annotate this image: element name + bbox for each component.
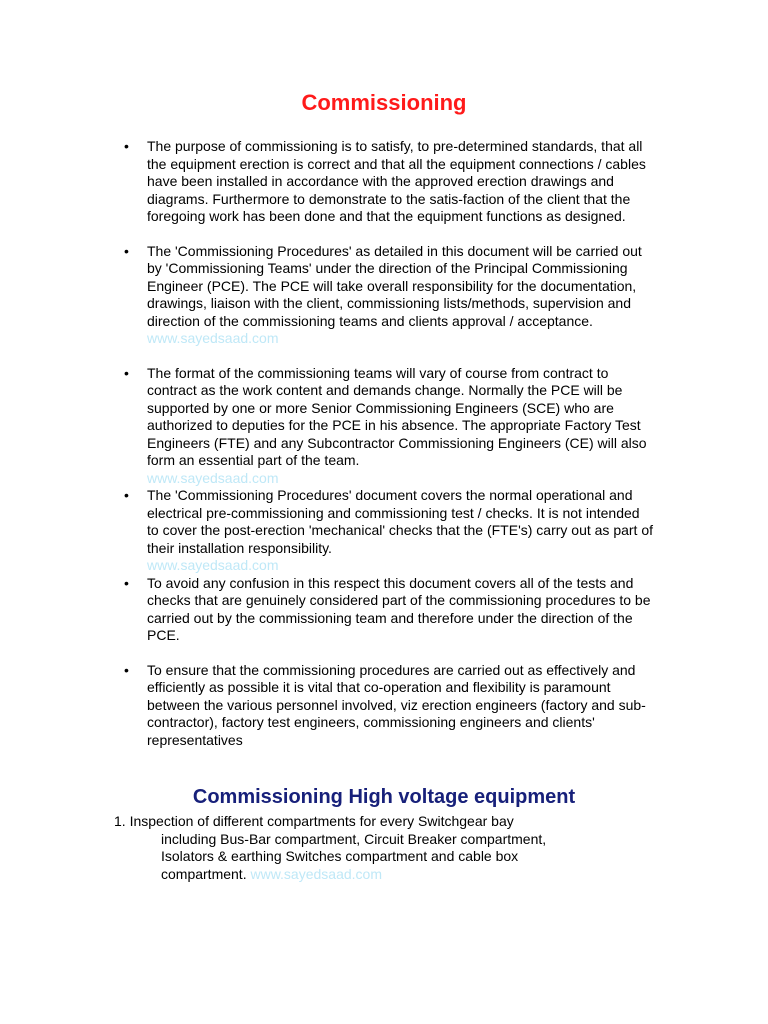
watermark-link: www.sayedsaad.com: [250, 865, 382, 882]
bullet-text: The 'Commissioning Procedures' as detailed in this document will be carried out by 'Commissioning Teams' under the direction of the Principal Commissioning Engineer (PCE). The PCE will take overall responsibility for the documentation, drawings, liaison with the client, commissioning lists/methods, supervision and direction of the commissioning teams and clients approval / acceptance.: [147, 242, 642, 329]
bullet-icon: •: [124, 364, 129, 381]
bullet-icon: •: [124, 661, 129, 678]
bullet-icon: •: [124, 138, 129, 154]
watermark-link: www.sayedsaad.com: [147, 469, 279, 486]
watermark-link: www.sayedsaad.com: [147, 557, 279, 573]
item-number: 1.: [114, 813, 126, 829]
bullet-text: To avoid any confusion in this respect this document covers all of the tests and checks that are genuinely considered part of the commissioning procedures to be carried out by the commissioning team and therefore under the direction of the PCE.: [147, 574, 651, 643]
list-item: [124, 487, 654, 575]
bullet-icon: •: [124, 574, 129, 591]
bullet-icon: •: [124, 487, 129, 503]
bullet-text: The format of the commissioning teams will vary of course from contract to contract as the work content and demands change. Normally the PCE will be supported by one or more Senior Commissioning Engineers (SCE) who are authorized to deputies for the PCE in his absence. The appropriate Factory Test Engineers (FTE) and any Subcontractor Commissioning Engineers (CE) will also form an essential part of the team.: [147, 364, 647, 468]
bullet-text: To ensure that the commissioning procedures are carried out as effectively and efficiently as possible it is vital that co-operation and flexibility is paramount between the various personnel involved, viz erection engineers (factory and sub-contractor), factory test engineers, commissioning engineers and clients' representatives: [147, 661, 646, 748]
watermark-link: www.sayedsaad.com: [147, 330, 279, 346]
item-continuation-text: including Bus-Bar compartment, Circuit Breaker compartment, Isolators & earthing Switches compartment and cable box compartment.: [161, 830, 547, 882]
item-continuation: [114, 831, 554, 884]
list-item: [124, 243, 654, 348]
list-item: [124, 365, 654, 488]
bullet-icon: •: [124, 242, 129, 259]
list-item: [124, 138, 654, 226]
numbered-list-item: [114, 813, 554, 883]
bullet-text: The purpose of commissioning is to satisfy, to pre-determined standards, that all the equipment erection is correct and that all the equipment connections / cables have been installed in accordance with the approved erection drawings and diagrams. Furthermore to demonstrate to the satis-faction of the client that the foregoing work has been done and that the equipment functions as designed.: [147, 138, 646, 224]
page-title: Commissioning: [301, 90, 467, 115]
bullet-list: [124, 138, 654, 749]
section-heading: Commissioning High voltage equipment: [192, 786, 576, 808]
bullet-text: The 'Commissioning Procedures' document covers the normal operational and electrical pre-commissioning and commissioning test / checks. It is not intended to cover the post-erection 'mechanical' checks that the (FTE's) carry out as part of their installation responsibility.: [147, 487, 654, 556]
item-first-line: Inspection of different compartments for every Switchgear bay: [129, 813, 514, 829]
list-item: [124, 662, 654, 750]
list-item: [124, 575, 654, 645]
